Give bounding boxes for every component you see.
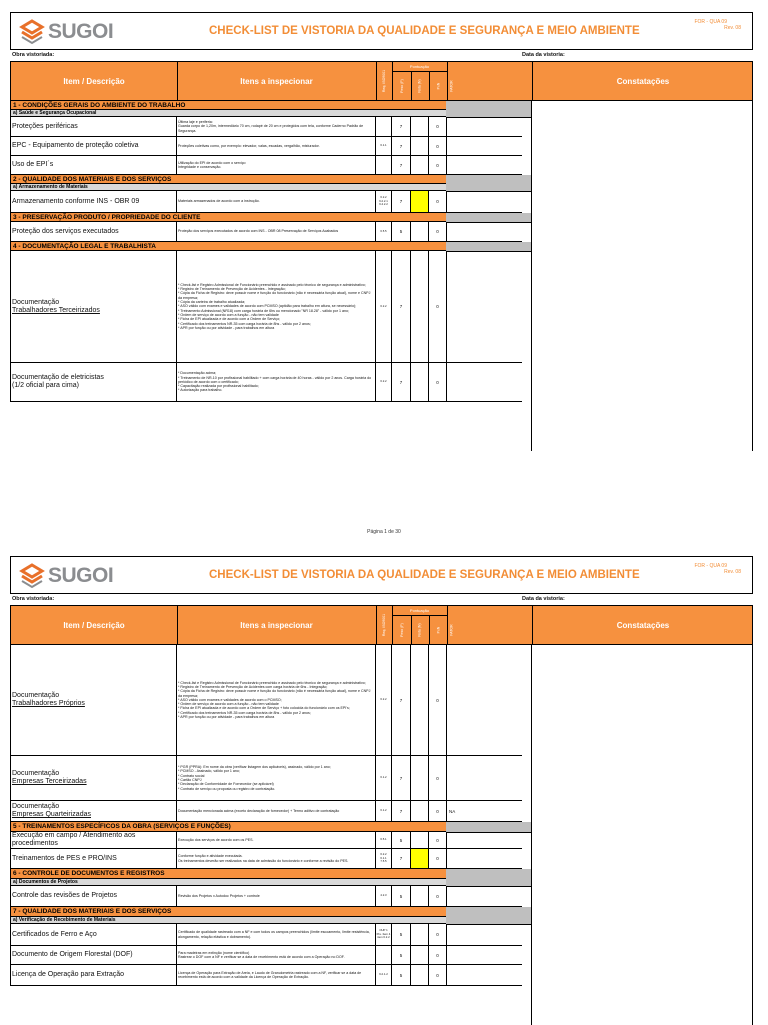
item-description — [11, 849, 177, 868]
subsection-header: a) Documentos de Projetos — [10, 879, 446, 886]
inspection-items — [177, 363, 376, 401]
item-description — [11, 645, 177, 755]
section-header: 5 - TREINAMENTOS ESPECÍFICOS DA OBRA (SERVIÇOS E FUNÇÕES) — [10, 822, 446, 832]
peso-value: 7 — [392, 645, 411, 755]
table-row — [10, 645, 522, 756]
meta-row — [10, 594, 753, 604]
header-ref: Req. ISO9001 — [382, 613, 386, 637]
iso-reference: 6.1.1 — [376, 137, 392, 155]
item-description — [11, 801, 177, 821]
inspection-items — [177, 222, 376, 241]
header-itens: Itens a inspecionar — [240, 76, 313, 86]
pxn-value: 0 — [429, 832, 447, 848]
pxn-value: 0 — [429, 137, 447, 155]
form-code-label: FOR - QUA 09 — [694, 563, 727, 569]
item-description — [11, 251, 177, 362]
inspection-items — [177, 801, 376, 821]
pxn-value: 0 — [429, 645, 447, 755]
meta-row — [10, 50, 753, 60]
item-description-text: Treinamentos de PES e PRO/INS — [12, 854, 117, 862]
fator-value — [447, 946, 532, 964]
pxn-value: 0 — [429, 117, 447, 136]
inspection-items-text: Proteções coletivas como, por exemplo: elevador, valas, escadas, vergalhão, misturador. — [178, 143, 320, 148]
section-header: 6 - CONTROLE DE DOCUMENTOS E REGISTROS — [10, 869, 446, 879]
form-code — [694, 563, 741, 575]
page-footer: Página 1 de 30 — [367, 529, 401, 535]
revision-label: Rev. 08 — [724, 569, 741, 575]
iso-reference — [376, 946, 392, 964]
peso-value: 7 — [392, 117, 411, 136]
nota-input[interactable] — [411, 117, 429, 136]
table-row — [10, 946, 522, 965]
iso-reference: 6.2.2 6.1.1 7.5.5 — [376, 849, 392, 868]
header-pxn: PxN — [436, 626, 440, 633]
item-description — [11, 965, 177, 985]
item-description — [11, 156, 177, 174]
data-label: Data da vistoria: — [522, 596, 565, 602]
nota-input[interactable] — [411, 222, 429, 241]
peso-value: 7 — [392, 756, 411, 800]
item-description — [11, 191, 177, 212]
inspection-items-text: Execução dos serviços de acordo com os PES. — [178, 837, 254, 842]
nota-input[interactable] — [411, 645, 429, 755]
inspection-items-text: Materiais armazenados de acordo com a instrução. — [178, 199, 260, 204]
inspection-items-text: Documentação mencionada acima (exceto declaração de fornecedor) + Termo aditivo de contratação — [178, 808, 340, 813]
pxn-value: 0 — [429, 886, 447, 906]
header-pxn: PxN — [436, 82, 440, 89]
table-row — [10, 832, 522, 849]
table-row — [10, 191, 522, 213]
fator-value — [447, 137, 532, 155]
item-description — [11, 924, 177, 945]
item-description-text: Documentação de eletricistas (1/2 oficial para cima) — [12, 374, 104, 389]
fator-value: NA — [447, 801, 532, 821]
inspection-items — [177, 645, 376, 755]
inspection-items-text: * Check-list e Registro Admissional de Funcionário preenchido e assinado pelo técnico de segurança e administrativo; * Registro de Treinamento de Prevenção de Acidentes com carga horária de 6hs - Integração; * Cópia da Ficha de Registro: deve possuir nome e função do funcionário (não é necessária função atual), nome e CNPJ da empresa; * ASO válido com exames e validades de acordo com o PCMSO; * Ordem de serviço de acordo com a função - não tem validade * Ficha de EPI atualizada e de acordo com a Ordem de Serviço + foto colocida do funcionário com os EPI's; * Certificado dos treinamentos NR-35 com carga horária de 8hs - válido por 2 anos; * APR por função ou por atividade - para trabalhos em altura — [178, 680, 371, 720]
inspection-items-text: Última laje e periferia: Guarda corpo de 1,20m, intermediário 70 cm, rodapé de 20 cm e protegidos com tela, conforme Caderno Padrão de Segurança. — [178, 120, 364, 133]
fator-value — [447, 363, 532, 401]
table-row — [10, 222, 522, 242]
peso-value: 5 — [392, 886, 411, 906]
item-description-text: Controle das revisões de Projetos — [12, 892, 118, 899]
inspection-items — [177, 191, 376, 212]
header-pontuacao: Pontuação — [392, 606, 447, 616]
inspection-items-text: * PGR (PPRA): Em nome da obra (verificar listagem dos aplicáveis), assinado, válido por 1 ano; * PCMSO - Assinado, válido por 1 ano; * Contrato social * Cartão CNPJ * Declaração de Conformidade de Fornecedor (se aplicável) * Contrato de serviço ou proposta ou registro de contratação. — [178, 765, 331, 791]
nota-input[interactable] — [411, 965, 429, 985]
inspection-items — [177, 156, 376, 174]
pxn-value: 0 — [429, 965, 447, 985]
inspection-items — [177, 756, 376, 800]
fator-value — [447, 156, 532, 174]
iso-reference — [376, 156, 392, 174]
logo-icon — [19, 563, 45, 589]
peso-value: 7 — [392, 363, 411, 401]
item-description-text: EPC - Equipamento de proteção coletiva — [12, 142, 139, 149]
inspection-items-text: Revisão dos Projetos x Autodoc Projetos + controle — [178, 893, 260, 898]
section-header: 3 - PRESERVAÇÃO PRODUTO / PROPRIEDADE DO CLIENTE — [10, 213, 446, 222]
pxn-value: 0 — [429, 363, 447, 401]
iso-reference: 6.2.2 — [376, 251, 392, 362]
item-description — [11, 137, 177, 155]
subsection-header: a) Saúde e Segurança Ocupacional — [10, 110, 446, 117]
item-description-text: Execução em campo / Atendimento aos procedimentos — [12, 832, 136, 847]
fator-value — [447, 117, 532, 136]
iso-reference: 6.1.2 — [376, 801, 392, 821]
pxn-value: 0 — [429, 946, 447, 964]
inspection-items — [177, 946, 376, 964]
nota-input[interactable] — [411, 191, 429, 212]
fator-value — [447, 222, 532, 241]
table-row — [10, 251, 522, 363]
section-header: 4 - DOCUMENTAÇÃO LEGAL E TRABALHISTA — [10, 242, 446, 251]
iso-reference: 4.2.3 — [376, 886, 392, 906]
page-1-header — [10, 12, 753, 50]
nota-input[interactable] — [411, 156, 429, 174]
inspection-items — [177, 849, 376, 868]
fator-value — [447, 886, 532, 906]
table-row — [10, 117, 522, 137]
item-description-text: Certificados de Ferro e Aço — [12, 930, 97, 938]
table-row — [10, 756, 522, 801]
nota-input[interactable] — [411, 801, 429, 821]
inspection-items — [177, 832, 376, 848]
pxn-value: 0 — [429, 924, 447, 945]
inspection-items-text: Utilização do EPI de acordo com o serviço Integridade e conservação. — [178, 160, 246, 169]
pxn-value: 0 — [429, 156, 447, 174]
item-description-text: Documentação Trabalhadores Terceirizados — [12, 298, 100, 314]
item-description — [11, 117, 177, 136]
nota-input[interactable] — [411, 363, 429, 401]
iso-reference: 6.5.1 — [376, 832, 392, 848]
table-row — [10, 363, 522, 402]
logo-text: SUGOI — [48, 20, 114, 43]
section-header: 7 - QUALIDADE DOS MATERIAIS E DOS SERVIÇOS — [10, 907, 446, 917]
table-row — [10, 801, 522, 822]
iso-reference: 6.2.2 — [376, 645, 392, 755]
obra-label: Obra vistoriada: — [12, 596, 55, 602]
inspection-items-text: Conforme função e atividade executada. Os treinamentos deverão ser realizados na data de admissão do funcionário e conforme a revisão do PES. — [178, 854, 349, 863]
pxn-value: 0 — [429, 801, 447, 821]
inspection-items — [177, 965, 376, 985]
fator-value — [447, 191, 532, 212]
fator-value — [447, 849, 532, 868]
document-title: CHECK-LIST DE VISTORIA DA QUALIDADE E SEGURANÇA E MEIO AMBIENTE — [209, 25, 640, 37]
table-header — [10, 605, 753, 645]
inspection-items-text: * Documentação acima; * Treinamento de NR-10 por profissional habilitado + com carga horária de 40 horas - válido por 2 anos. Carga horária do periódico de acordo com o certificado; * Capacitação realizada por profissional habilitado; * Autorização para trabalho. — [178, 371, 372, 393]
item-description-text: Proteção dos serviços executados — [12, 227, 119, 235]
header-item-desc: Item / Descrição — [63, 76, 125, 86]
nota-input[interactable] — [411, 251, 429, 362]
nota-input[interactable] — [411, 849, 429, 868]
item-description-text: Licença de Operação para Extração — [12, 971, 125, 978]
header-constatacoes: Constatações — [616, 620, 670, 630]
iso-reference: 6.2.1.2 — [376, 965, 392, 985]
header-ref: Req. ISO9001 — [382, 69, 386, 93]
item-description — [11, 946, 177, 964]
peso-value: 5 — [392, 924, 411, 945]
table-row — [10, 156, 522, 175]
peso-value: 7 — [392, 801, 411, 821]
fator-value — [447, 832, 532, 848]
header-nota: Nota (N) — [417, 622, 422, 637]
constatacoes-column[interactable] — [531, 101, 753, 451]
sugoi-logo — [19, 19, 113, 45]
document-title: CHECK-LIST DE VISTORIA DA QUALIDADE E SEGURANÇA E MEIO AMBIENTE — [209, 569, 640, 581]
item-description-text: Documentação Trabalhadores Próprios — [12, 692, 85, 707]
peso-value: 7 — [392, 137, 411, 155]
item-description-text: Uso de EPI´s — [12, 161, 54, 168]
header-fator: FATOR — [450, 79, 455, 92]
peso-value: 7 — [392, 849, 411, 868]
fator-value — [447, 965, 532, 985]
data-label: Data da vistoria: — [522, 52, 565, 58]
nota-input[interactable] — [411, 137, 429, 155]
sugoi-logo — [19, 563, 113, 589]
inspection-items — [177, 137, 376, 155]
logo-icon — [19, 19, 45, 45]
table-header — [10, 61, 753, 101]
pxn-value: 0 — [429, 222, 447, 241]
inspection-items-text: Certificado de qualidade rastreado com a NF e com todos os campos preenchidos (limite escoamento, limite resistência, alongamento, relação elástica e dobramento). — [178, 930, 370, 939]
subsection-header: a) Verificação de Recebimento de Materiais — [10, 917, 446, 924]
pxn-value: 0 — [429, 191, 447, 212]
table-row — [10, 849, 522, 869]
header-fator: FATOR — [450, 623, 455, 636]
nota-input[interactable] — [411, 924, 429, 945]
inspection-items — [177, 886, 376, 906]
peso-value: 5 — [392, 965, 411, 985]
obra-label: Obra vistoriada: — [12, 52, 55, 58]
page-2-header — [10, 556, 753, 594]
iso-reference: 6.5.5 — [376, 222, 392, 241]
header-nota: Nota (N) — [417, 78, 422, 93]
item-description — [11, 886, 177, 906]
peso-value: 7 — [392, 156, 411, 174]
pxn-value: 0 — [429, 849, 447, 868]
table-row — [10, 137, 522, 156]
item-description-text: Documentação Empresas Terceirizadas — [12, 770, 87, 785]
header-item-desc: Item / Descrição — [63, 620, 125, 630]
table-row — [10, 924, 522, 946]
iso-reference: 6.2.2 — [376, 363, 392, 401]
item-description — [11, 832, 177, 848]
item-description — [11, 363, 177, 401]
item-description-text: Armazenamento conforme INS - OBR 09 — [12, 197, 140, 205]
section-header: 1 - CONDIÇÕES GERAIS DO AMBIENTE DO TRABALHO — [10, 101, 446, 110]
iso-reference: 6.1.2 — [376, 756, 392, 800]
peso-value: 7 — [392, 191, 411, 212]
peso-value: 7 — [392, 251, 411, 362]
peso-value: 5 — [392, 222, 411, 241]
header-peso: Peso (P) — [399, 78, 404, 93]
iso-reference: OUP 1 Pre. Item 4 item 6.2.2 — [376, 924, 392, 945]
section-header: 2 - QUALIDADE DOS MATERIAIS E DOS SERVIÇOS — [10, 175, 446, 184]
header-itens: Itens a inspecionar — [240, 620, 313, 630]
item-description-text: Documentação Empresas Quarteirizadas — [12, 803, 91, 818]
nota-input[interactable] — [411, 886, 429, 906]
inspection-items — [177, 251, 376, 362]
item-description-text: Proteções periféricas — [12, 122, 78, 130]
fator-value — [447, 924, 532, 945]
constatacoes-column[interactable] — [531, 645, 753, 1025]
header-constatacoes: Constatações — [616, 76, 670, 86]
header-pontuacao: Pontuação — [392, 62, 447, 72]
inspection-items-text: Proteção dos serviços executados de acordo com INS - OBR 08 Preservação de Serviços Acabados — [178, 229, 339, 234]
fator-value — [447, 251, 532, 362]
header-peso: Peso (P) — [399, 622, 404, 637]
inspection-items-text: Para madeiras em extinção (nome científico) Rastrear o DOF com a NF e verificar se a data de recebimento está de acordo com a Operação no DOF. — [178, 950, 345, 959]
pxn-value: 0 — [429, 756, 447, 800]
pxn-value: 0 — [429, 251, 447, 362]
peso-value: 5 — [392, 832, 411, 848]
inspection-items — [177, 924, 376, 945]
revision-label: Rev. 08 — [724, 25, 741, 31]
table-row — [10, 965, 522, 986]
iso-reference: 6.2.2 6.2.2.1 6.4.2.2 — [376, 191, 392, 212]
form-code-label: FOR - QUA 09 — [694, 19, 727, 25]
table-row — [10, 886, 522, 907]
inspection-items-text: * Check-list e Registro Admissional de Funcionário preenchido e assinado pelo técnico de segurança e administrativo; * Registro de Treinamento de Prevenção de Acidentes - Integração; * Cópia da Ficha de Registro: deve possuir nome e função do funcionário (não é necessária função atual), nome e CNPJ da empresa; * Cópia da carteira de trabalho atualizada; * ASO válido com exames e validades de acordo com PCMSO (aptidão para trabalho em altura, se necessário); * Treinamento Admissional (NR18) com carga horária de 6hs ou mencionado "NR 18.28" - válido por 1 ano; * Ordem de serviço de acordo com a função - não tem validade * Ficha de EPI atualizada e de acordo com a Ordem de Serviço; * Certificado dos treinamentos NR-35 com carga horária de 8hs - válido por 2 anos; * APR por função ou por atividade - para trabalhos em altura — [178, 282, 371, 330]
nota-input[interactable] — [411, 832, 429, 848]
fator-value — [447, 645, 532, 755]
logo-text: SUGOI — [48, 564, 114, 587]
nota-input[interactable] — [411, 756, 429, 800]
form-code — [694, 19, 741, 31]
item-description — [11, 222, 177, 241]
inspection-items — [177, 117, 376, 136]
subsection-header: a) Armazenamento de Materiais — [10, 184, 446, 191]
inspection-items-text: Licença de Operação para Extração de Areia, e Laudo de Granulometria rastreado com a NF, verificar se a data de recebimento está de acordo com a validade da Licença de Operação de Extração. — [178, 970, 362, 979]
item-description-text: Documento de Origem Florestal (DOF) — [12, 951, 133, 958]
item-description — [11, 756, 177, 800]
peso-value: 5 — [392, 946, 411, 964]
nota-input[interactable] — [411, 946, 429, 964]
fator-value — [447, 756, 532, 800]
iso-reference — [376, 117, 392, 136]
